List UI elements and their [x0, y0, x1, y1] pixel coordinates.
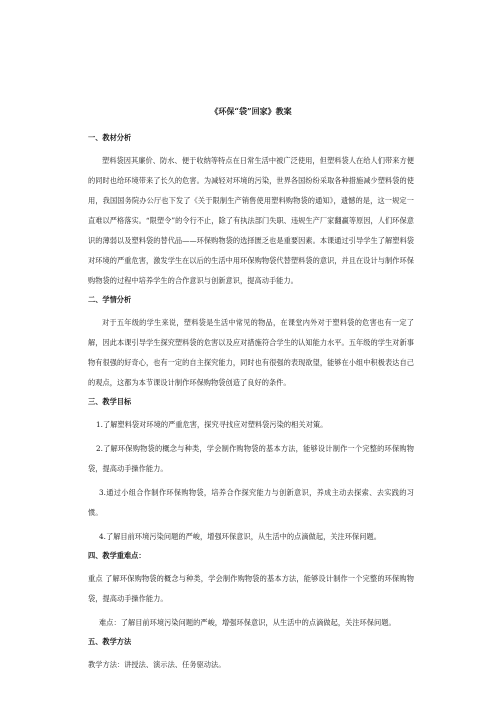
paragraph-textbook-analysis: 塑料袋因其廉价、防水、便于收纳等特点在日常生活中被广泛使用，但塑料袋人在给人们带来方便的同时也给环境带来了长久的危害。为减轻对环境的污染，世界各国纷纷采取各种措施减少塑料袋的使用，我国国务院办公厅也下发了《关于限制生产销售使用塑料购物袋的通知》，遗憾的是，这一规定一直难以严格落实。“限塑令”的令行不止，除了有执法部门失职、违规生产厂家翻赢等原因，人们环保意识的薄弱以及塑料袋的替代品——环保购物袋的选择匮乏也是重要因素。本课通过引导学生了解塑料袋对环境的严重危害，激发学生在以后的生活中用环保购物袋代替塑料袋的意识，并且在设计与制作环保购物袋的过程中培养学生的合作意识与创新意识，提高动手能力。 — [88, 156, 414, 285]
section-heading-learner-analysis: 二、学情分析 — [88, 295, 132, 304]
paragraph-learner-analysis: 对于五年级的学生来说，塑料袋是生活中常见的物品，在课堂内外对于塑料袋的危害也有一定了解，因此本课引导学生探究塑料袋的危害以及应对措施符合学生的认知能力水平。五年级的学生对新事物有很强的好奇心，也有一定的自主探究能力，同时也有很强的表现欲望，能够在小组中积极表达自己的观点，这都为本节课设计制作环保购物袋创造了良好的条件。 — [88, 318, 414, 387]
goal-item-4: 4.了解目前环境污染问题的严峻，增强环保意识，从生活中的点滴做起，关注环保问题。 — [99, 532, 381, 541]
goal-item-3: 3.通过小组合作制作环保购物袋，培养合作探究能力与创新意识，养成主动去探索、去实践的习惯。 — [88, 488, 414, 517]
key-point-paragraph: 重点 了解环保购物袋的概念与种类，学会制作购物袋的基本方法，能够设计制作一个完整的环保购物袋，提高动手操作能力。 — [88, 574, 414, 603]
teaching-methods-paragraph: 教学方法：讲授法、演示法、任务驱动法。 — [88, 660, 226, 669]
document-title: 《环保“袋”回家》教案 — [210, 106, 292, 116]
section-heading-key-points: 四、教学重难点： — [88, 551, 146, 560]
section-heading-textbook-analysis: 一、教材分析 — [88, 133, 132, 142]
difficulty-paragraph: 难点：了解目前环境污染问题的严峻，增强环保意识，从生活中的点滴做起，关注环保问题。 — [99, 618, 396, 627]
section-heading-teaching-goals: 三、教学目标 — [88, 397, 132, 406]
document-body — [88, 106, 414, 679]
section-heading-teaching-methods: 五、教学方法 — [88, 637, 132, 646]
goal-item-2: 2.了解环保购物袋的概念与种类，学会制作购物袋的基本方法，能够设计制作一个完整的环保购物袋，提高动手操作能力。 — [88, 444, 414, 473]
goal-item-1: 1.了解塑料袋对环境的严重危害，探究寻找应对塑料袋污染的相关对策。 — [96, 420, 328, 429]
